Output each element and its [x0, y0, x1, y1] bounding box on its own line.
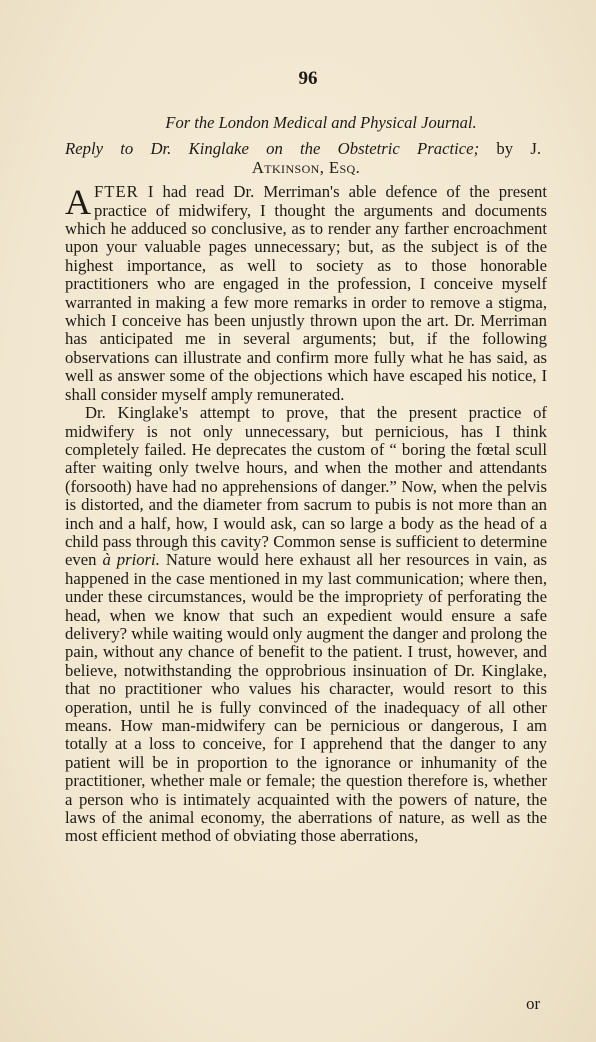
- paragraph-2-text-b: Nature would here exhaust all her resources in vain, as happened in the case mentioned in my last communication; where then, under these circumstances, would be the impropriety of perforating the head, when we know that such an expedient would ensure a safe delivery? while waiting would only augment the danger and prolong the pain, without any chance of benefit to the patient. I trust, however, and believe, notwithstanding the opprobrious insinuation of Dr. Kinglake, that no practitioner who values his character, would resort to this operation, until he is fully convinced of the inadequacy of all other means. How man-midwifery can be pernicious or dangerous, I am totally at a loss to conceive, for I apprehend that the danger to any patient will be in proportion to the ignorance or inhumanity of the practitioner, whether male or female; the question therefore is, whether a person who is intimately acquainted with the powers of nature, the laws of the animal economy, the aberrations of nature, as well as the most efficient method of obviating those aberrations,: [65, 550, 547, 846]
- author-name: Atkinson, Esq.: [251, 157, 361, 177]
- paragraph-2: [65, 404, 547, 846]
- paragraph-1-text: I had read Dr. Merriman's able defence of the present practice of midwifery, I thought the arguments and documents which he adduced so conclusive, as to render any farther encroachment upon your valuable pages unnecessary; but, as the subject is of the highest importance, as well to society as to those honorable practitioners who are engaged in the profession, I conceive myself warranted in making a few more remarks in order to remove a stigma, which I conceive has been unjustly thrown upon the art. Dr. Merriman has anticipated me in several arguments; but, if the following observations can illustrate and confirm more fully what he has said, as well as answer some of the objections which have escaped his notice, I shall consider myself amply remunerated.: [65, 182, 547, 404]
- paragraph-2-text-a: Dr. Kinglake's attempt to prove, that the present practice of midwifery is not only unnecessary, but pernicious, has I think completely failed. He deprecates the custom of “ boring the fœtal scull after waiting only twelve hours, and when the mother and attendants (forsooth) have had no apprehensions of danger.” Now, when the pelvis is distorted, and the diameter from sacrum to pubis is not more than an inch and a half, how, I would ask, can so large a body as the head of a child pass through this cavity? Common sense is sufficient to determine even: [65, 403, 547, 570]
- paragraph-1: [65, 183, 547, 404]
- journal-heading: For the London Medical and Physical Journal.: [165, 113, 477, 132]
- article-author: [65, 159, 547, 177]
- paragraph-2-italic: à priori.: [102, 550, 160, 570]
- opening-word: FTER: [94, 182, 139, 202]
- article-title-byline: by J.: [479, 139, 542, 159]
- catchword: or: [526, 994, 540, 1013]
- drop-cap: A: [65, 182, 91, 223]
- page-content: [65, 110, 547, 846]
- page-number: 96: [298, 68, 318, 89]
- article-title: [65, 140, 541, 158]
- article-title-italic: Reply to Dr. Kinglake on the Obstetric Practice;: [65, 139, 480, 159]
